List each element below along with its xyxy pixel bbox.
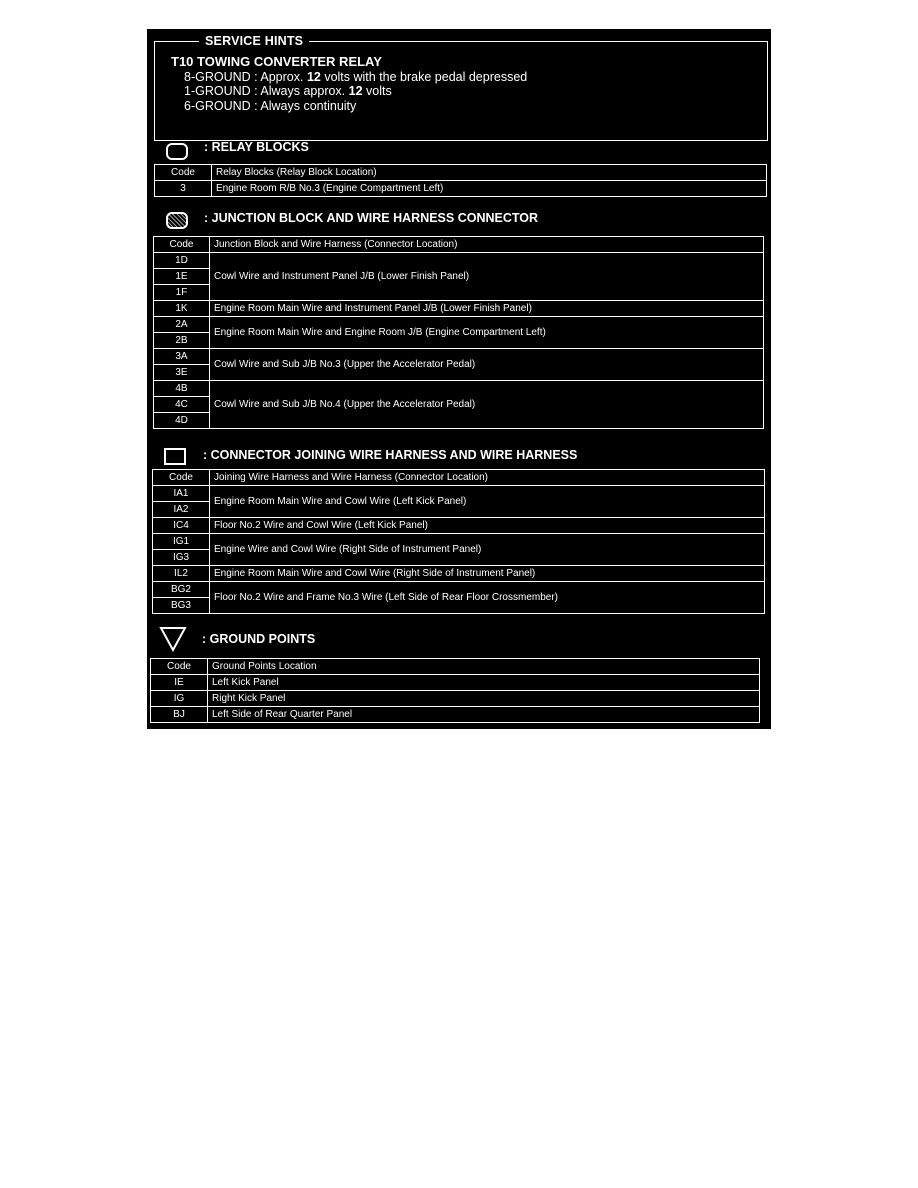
location-header: Ground Points Location bbox=[208, 659, 760, 675]
code-cell: 2A bbox=[154, 317, 210, 333]
table-header-row bbox=[153, 470, 765, 486]
code-cell: 1K bbox=[154, 301, 210, 317]
ground-points-heading: : GROUND POINTS bbox=[202, 632, 316, 646]
code-cell: 4D bbox=[154, 413, 210, 429]
relay-blocks-heading: : RELAY BLOCKS bbox=[204, 140, 309, 154]
code-cell: 4C bbox=[154, 397, 210, 413]
table-header-row bbox=[154, 237, 764, 253]
connector-table bbox=[152, 469, 765, 614]
code-cell: BJ bbox=[151, 707, 208, 723]
table-row bbox=[153, 518, 765, 534]
square-icon bbox=[164, 448, 186, 465]
table-row bbox=[153, 486, 765, 502]
code-cell: 1E bbox=[154, 269, 210, 285]
location-cell: Left Kick Panel bbox=[208, 675, 760, 691]
table-row bbox=[153, 582, 765, 598]
location-cell: Engine Room Main Wire and Instrument Panel J/B (Lower Finish Panel) bbox=[210, 301, 764, 317]
location-header: Joining Wire Harness and Wire Harness (Connector Location) bbox=[210, 470, 765, 486]
relay-title: T10 TOWING CONVERTER RELAY bbox=[171, 54, 382, 69]
code-cell: IC4 bbox=[153, 518, 210, 534]
code-cell: 2B bbox=[154, 333, 210, 349]
wiring-reference-panel bbox=[147, 29, 771, 729]
code-cell: IA1 bbox=[153, 486, 210, 502]
table-row bbox=[154, 253, 764, 269]
code-cell: BG3 bbox=[153, 598, 210, 614]
location-cell: Left Side of Rear Quarter Panel bbox=[208, 707, 760, 723]
rounded-rectangle-icon bbox=[166, 143, 188, 160]
location-header: Junction Block and Wire Harness (Connector Location) bbox=[210, 237, 764, 253]
code-cell: IA2 bbox=[153, 502, 210, 518]
location-cell: Engine Room Main Wire and Engine Room J/B (Engine Compartment Left) bbox=[210, 317, 764, 349]
location-cell: Engine Wire and Cowl Wire (Right Side of Instrument Panel) bbox=[210, 534, 765, 566]
code-cell: 1D bbox=[154, 253, 210, 269]
location-cell: Engine Room Main Wire and Cowl Wire (Right Side of Instrument Panel) bbox=[210, 566, 765, 582]
table-row bbox=[151, 675, 760, 691]
location-cell: Engine Room R/B No.3 (Engine Compartment Left) bbox=[212, 181, 767, 197]
hint-line: 1-GROUND : Always approx. 12 volts bbox=[184, 84, 392, 98]
code-header: Code bbox=[151, 659, 208, 675]
triangle-down-icon bbox=[159, 626, 187, 652]
table-row bbox=[153, 566, 765, 582]
code-cell: 1F bbox=[154, 285, 210, 301]
hint-line: 8-GROUND : Approx. 12 volts with the brake pedal depressed bbox=[184, 70, 528, 84]
location-cell: Floor No.2 Wire and Frame No.3 Wire (Left Side of Rear Floor Crossmember) bbox=[210, 582, 765, 614]
code-header: Code bbox=[154, 237, 210, 253]
code-cell: BG2 bbox=[153, 582, 210, 598]
table-row bbox=[153, 534, 765, 550]
table-row bbox=[154, 317, 764, 333]
table-row bbox=[154, 349, 764, 365]
code-cell: IE bbox=[151, 675, 208, 691]
code-cell: 4B bbox=[154, 381, 210, 397]
shaded-rounded-rectangle-icon bbox=[166, 212, 188, 229]
service-hints-box bbox=[154, 34, 768, 141]
junction-block-table bbox=[153, 236, 764, 429]
code-header: Code bbox=[155, 165, 212, 181]
code-cell: IG bbox=[151, 691, 208, 707]
code-cell: 3A bbox=[154, 349, 210, 365]
table-header-row bbox=[151, 659, 760, 675]
location-cell: Cowl Wire and Sub J/B No.3 (Upper the Accelerator Pedal) bbox=[210, 349, 764, 381]
table-row bbox=[154, 381, 764, 397]
code-cell: IL2 bbox=[153, 566, 210, 582]
table-row bbox=[151, 691, 760, 707]
connector-heading: : CONNECTOR JOINING WIRE HARNESS AND WIRE HARNESS bbox=[203, 448, 578, 462]
code-cell: 3E bbox=[154, 365, 210, 381]
ground-points-table bbox=[150, 658, 760, 723]
location-cell: Cowl Wire and Instrument Panel J/B (Lower Finish Panel) bbox=[210, 253, 764, 301]
junction-block-heading: : JUNCTION BLOCK AND WIRE HARNESS CONNECTOR bbox=[204, 211, 539, 225]
relay-blocks-table bbox=[154, 164, 767, 197]
table-row bbox=[154, 301, 764, 317]
table-row bbox=[151, 707, 760, 723]
table-header-row bbox=[155, 165, 767, 181]
location-cell: Floor No.2 Wire and Cowl Wire (Left Kick Panel) bbox=[210, 518, 765, 534]
table-row bbox=[155, 181, 767, 197]
code-cell: IG3 bbox=[153, 550, 210, 566]
location-cell: Engine Room Main Wire and Cowl Wire (Left Kick Panel) bbox=[210, 486, 765, 518]
code-header: Code bbox=[153, 470, 210, 486]
location-header: Relay Blocks (Relay Block Location) bbox=[212, 165, 767, 181]
code-cell: 3 bbox=[155, 181, 212, 197]
location-cell: Cowl Wire and Sub J/B No.4 (Upper the Accelerator Pedal) bbox=[210, 381, 764, 429]
hint-line: 6-GROUND : Always continuity bbox=[184, 99, 357, 113]
service-hints-title: SERVICE HINTS bbox=[199, 34, 309, 48]
location-cell: Right Kick Panel bbox=[208, 691, 760, 707]
code-cell: IG1 bbox=[153, 534, 210, 550]
